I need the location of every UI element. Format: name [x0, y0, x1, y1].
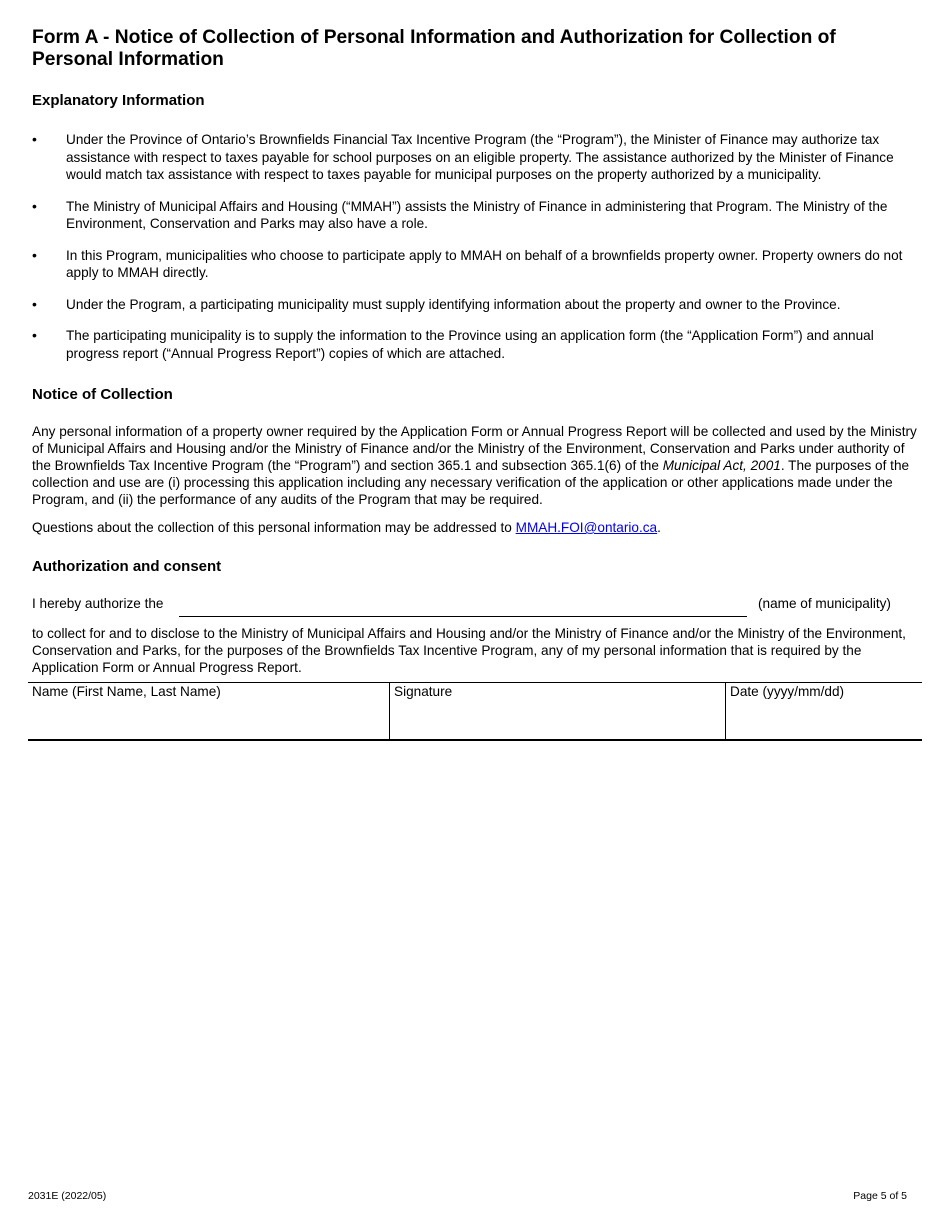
list-item	[32, 296, 917, 314]
questions-paragraph	[32, 519, 919, 536]
list-item-text: In this Program, municipalities who choose to participate apply to MMAH on behalf of a brownfields property owner. Property owners do not apply to MMAH directly.	[66, 247, 903, 280]
email-link[interactable]: MMAH.FOI@ontario.ca	[515, 520, 658, 535]
list-item	[32, 198, 917, 233]
notice-heading: Notice of Collection	[32, 386, 173, 403]
authorize-label: I hereby authorize the	[32, 596, 164, 611]
explanatory-heading: Explanatory Information	[32, 92, 205, 109]
notice-text-end: . The purposes of the collection and use are (i) processing this application including any necessary verification of the application or other applications made under the Program, and (ii) the performance of any audits of the Program that may be required.	[32, 458, 910, 507]
explanatory-list	[32, 131, 917, 376]
page-number: Page 5 of 5	[853, 1190, 907, 1202]
municipality-hint: (name of municipality)	[758, 596, 891, 611]
list-item	[32, 131, 917, 184]
bullet-icon: •	[32, 327, 37, 343]
signature-field[interactable]	[390, 683, 726, 739]
signature-label: Signature	[394, 684, 453, 699]
authorization-body: to collect for and to disclose to the Ministry of Municipal Affairs and Housing and/or the Ministry of Finance and/or the Ministry of the Environment, Conservation and Parks, for the purposes of the Brownfields Tax Incentive Program, any of my personal information that is required by the Application Form or Annual Progress Report.	[32, 626, 906, 675]
date-label: Date (yyyy/mm/dd)	[730, 684, 845, 699]
act-name: Municipal Act, 2001	[662, 458, 781, 473]
list-item	[32, 247, 917, 282]
name-field[interactable]	[28, 683, 390, 739]
list-item-text: Under the Program, a participating municipality must supply identifying information about the property and owner to the Province.	[66, 296, 841, 312]
list-item-text: The participating municipality is to supply the information to the Province using an application form (the “Application Form”) and annual progress report (“Annual Progress Report”) copies of which are attached.	[66, 328, 874, 361]
date-field[interactable]	[726, 683, 922, 739]
list-item-text: The Ministry of Municipal Affairs and Housing (“MMAH”) assists the Ministry of Finance in administering that Program. The Ministry of the Environment, Conservation and Parks may also have a role.	[66, 198, 888, 231]
municipality-name-field[interactable]	[179, 594, 747, 617]
authorization-line	[32, 594, 917, 618]
authorization-heading: Authorization and consent	[32, 558, 222, 575]
name-label: Name (First Name, Last Name)	[32, 684, 221, 699]
signature-table	[28, 682, 922, 741]
questions-text: Questions about the collection of this personal information may be addressed to	[32, 520, 516, 535]
bullet-icon: •	[32, 131, 37, 147]
bullet-icon: •	[32, 197, 37, 214]
bullet-icon: •	[32, 295, 37, 312]
questions-period: .	[657, 520, 661, 535]
list-item	[32, 327, 917, 362]
bullet-icon: •	[32, 246, 37, 263]
list-item-text: Under the Province of Ontario’s Brownfields Financial Tax Incentive Program (the “Program”), the Minister of Finance may authorize tax assistance with respect to taxes payable for school purposes on an eligible property. The assistance authorized by the Minister of Finance would match tax assistance with respect to taxes payable for municipal purposes on the property authorized by a municipality.	[66, 132, 894, 182]
notice-text: Any personal information of a property owner required by the Application Form or Annual Progress Report will be collected and used by the Ministry of Municipal Affairs and Housing and/or the Ministry of Finance and/or the Ministry of the Environment, Conservation and Parks under authority of the Brownfields Tax Incentive Program (the “Program”) and section 365.1 and subsection 365.1(6) of the	[32, 424, 917, 473]
page-title: Form A - Notice of Collection of Personal Information and Authorization for Collection of Personal Information	[32, 27, 836, 70]
notice-paragraph	[32, 423, 919, 508]
form-id: 2031E (2022/05)	[28, 1190, 107, 1202]
